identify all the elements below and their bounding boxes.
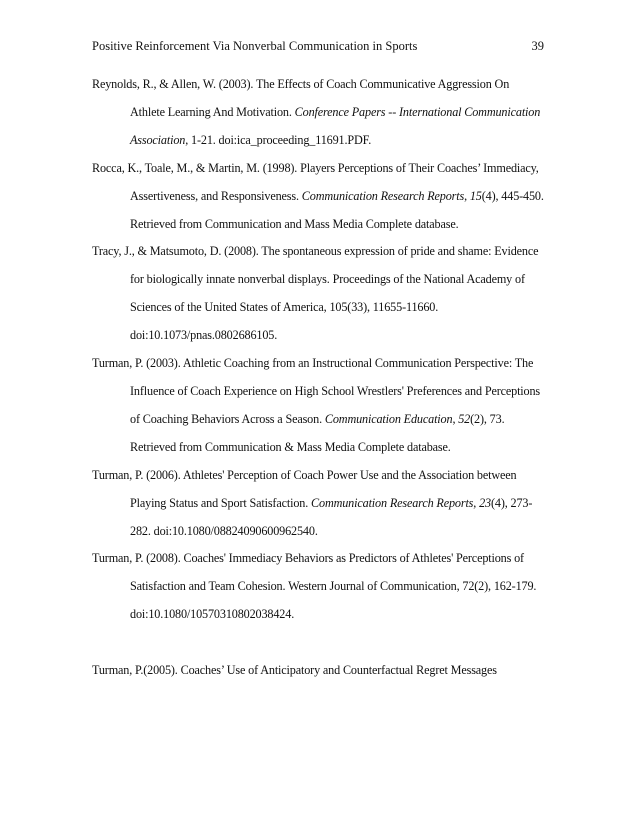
reference-volume: 23 [479,495,491,510]
reference-text: , [452,411,459,426]
reference-text: Turman, P. (2006). Athletes' Perception of Coach Power Use and the Association between Playing Status and Sport Satisfaction. [92,467,517,510]
reference-entry [92,462,544,546]
reference-text: Tracy, J., & Matsumoto, D. (2008). The spontaneous expression of pride and shame: Evidence for biologically innate nonverbal displays. Proceedings of the National Academy of Sciences of the United States of America, 105(33), 11655-11660. doi:10.1073/pnas.0802686105. [92,244,539,343]
reference-entry [92,238,544,350]
running-head-title: Positive Reinforcement Via Nonverbal Communication in Sports [92,39,418,53]
reference-text: Turman, P. (2003). Athletic Coaching from an Instructional Communication Perspective: The Influence of Coach Experience on High School Wrestlers' Preferences and Perceptions of Coaching Behaviors Across a Season. [92,356,541,426]
reference-text: , [464,188,470,203]
page-number: 39 [531,39,544,53]
reference-text: Rocca, K., Toale, M., & Martin, M. (1998). Players Perceptions of Their Coaches’ Immediacy, Assertiveness, and Responsiveness. [92,160,539,203]
reference-text: (2), 73. Retrieved from Communication & Mass Media Complete database. [130,411,505,454]
reference-text: Turman, P. (2008). Coaches' Immediacy Behaviors as Predictors of Athletes' Perceptions of Satisfaction and Team Cohesion. Western Journal of Communication, 72(2), 162-179. doi:10.1080/10570310802038424. [92,551,537,622]
reference-entry [92,155,544,239]
reference-source-title: Communication Research Reports [301,188,465,203]
reference-entry [92,350,544,462]
reference-volume: 15 [469,188,482,203]
reference-text: (4), 445-450. Retrieved from Communication and Mass Media Complete database. [130,188,544,231]
reference-entry [92,545,544,629]
reference-source-title: Communication Research Reports [311,495,474,510]
reference-text: Reynolds, R., & Allen, W. (2003). The Effects of Coach Communicative Aggression On Athlete Learning And Motivation. [92,77,510,119]
reference-text: , [473,495,480,510]
reference-entry [92,657,544,685]
reference-text: , 1-21. doi:ica_proceeding_11691.PDF. [185,132,372,147]
reference-text: (4), 273-282. doi:10.1080/08824090600962540. [130,495,533,538]
reference-source-title: Communication Education [324,411,453,426]
reference-volume: 52 [458,411,471,426]
reference-list [92,71,544,685]
running-head [92,36,544,56]
reference-text: Turman, P.(2005). Coaches’ Use of Anticipatory and Counterfactual Regret Messages [92,663,497,678]
reference-entry [92,71,544,155]
reference-source-title: Conference Papers -- International Communication Association [130,104,541,147]
